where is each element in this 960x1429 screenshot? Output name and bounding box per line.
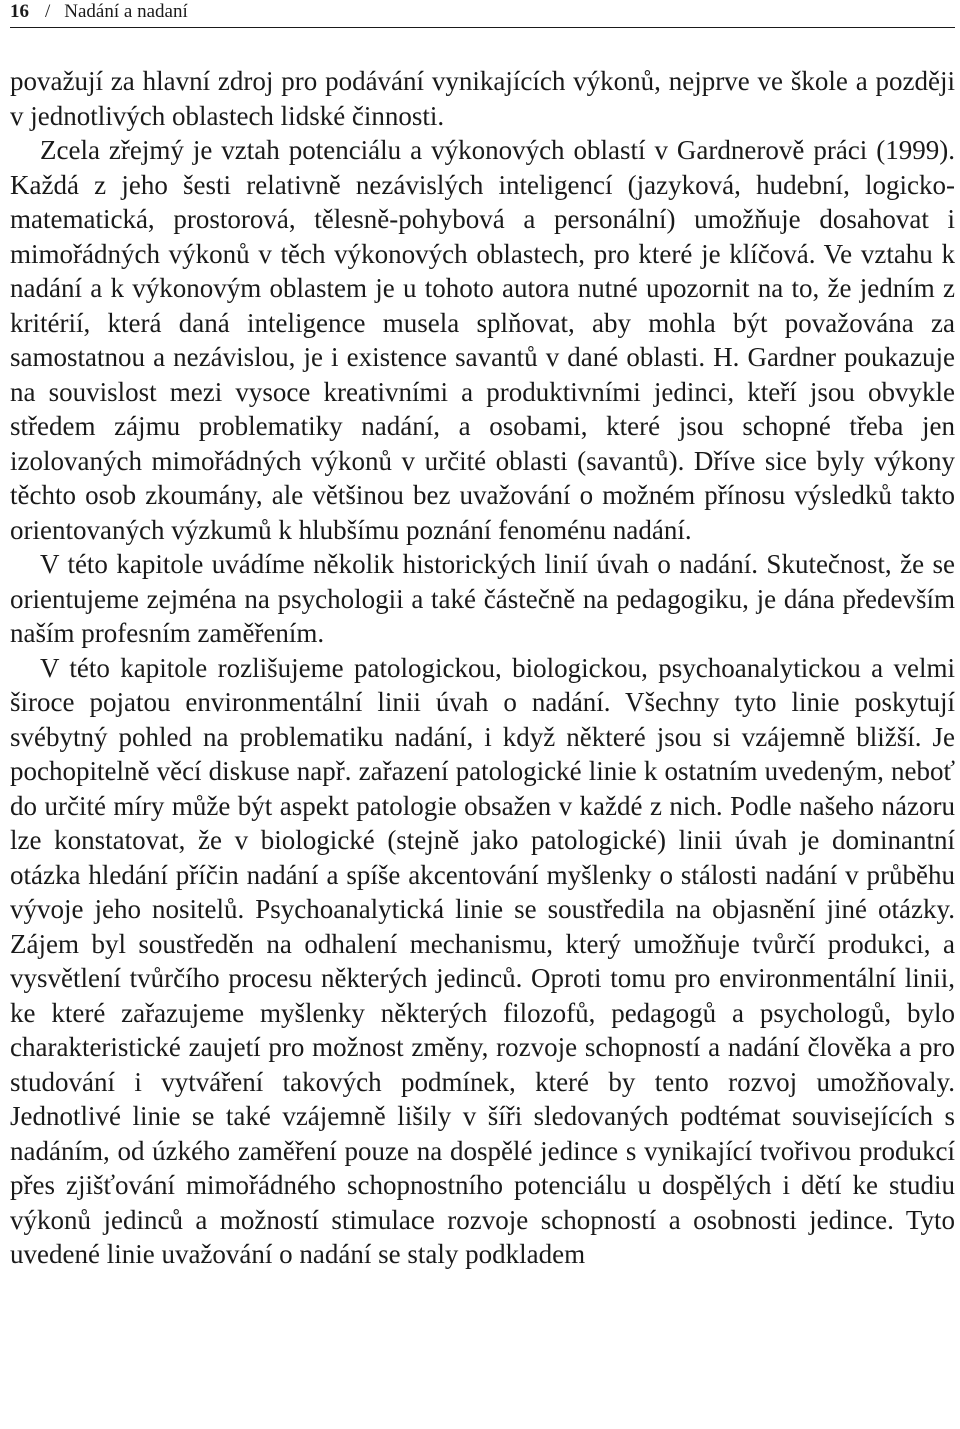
paragraph: V této kapitole rozlišujeme patologickou, biologickou, psychoanalytickou a velmi široce pojatou environmentální linii úvah o nadání. Všechny tyto linie poskytují svébytný pohled na problematiku nadání, i když některé jsou si vzájemně bližší. Je pochopitelně věcí diskuse např. zařazení patologické linie k ostatním uvedeným, neboť do určité míry může být aspekt patologie obsažen v každé z nich. Podle našeho názoru lze konstatovat, že v biologické (stejně jako patologické) linii úvah je dominantní otázka hledání příčin nadání a spíše akcentování myšlenky o stálosti nadání v průběhu vývoje jeho nositelů. Psychoanalytická linie se soustředila na objasnění jiné otázky. Zájem byl soustředěn na odhalení mechanismu, který umožňuje tvůrčí produkci, a vysvětlení tvůrčího procesu některých jedinců. Oproti tomu pro environmentální linii, ke které zařazujeme myšlenky některých filozofů, pedagogů a psychologů, bylo charakteristické zaujetí pro možnost změny, rozvoje schopností a nadání člověka a pro studování i vytváření takových podmínek, které by tento rozvoj umožňovaly. Jednotlivé linie se také vzájemně lišily v šíři sledovaných podtémat souvisejících s nadáním, od úzkého zaměření pouze na dospělé jedince s vynikající tvořivou produkcí přes zjišťování mimořádného schopnostního potenciálu u dospělých i dětí ke studiu výkonů jedinců a možností stimulace rozvoje schopností a osobnosti jedince. Tyto uvedené linie uvažování o nadání se staly podkladem <box>10 652 955 1269</box>
paragraph: Zcela zřejmý je vztah potenciálu a výkonových oblastí v Gardnerově práci (1999). Každá z jeho šesti relativně nezávislých inteligencí (jazyková, hudební, logicko-matematická, prostorová, tělesně-pohybová a personální) umožňuje dosahovat i mimořádných výkonů v těch výkonových oblastech, pro které je klíčová. Ve vztahu k nadání a k výkonovým oblastem je u tohoto autora nutné upozornit na to, že jedním z kritérií, která daná inteligence musela splňovat, aby mohla být považována za samostatnou a nezávislou, je i existence savantů v dané oblasti. H. Gardner poukazuje na souvislost mezi vysoce kreativními a produktivními jedinci, kteří jsou obvykle středem zájmu problematiky nadání, a osobami, které jsou schopné třeba jen izolovaných mimořádných výkonů v určité oblasti (savantů). Dříve sice byly výkony těchto osob zkoumány, ale většinou bez uvažování o možném přínosu výsledků takto orientovaných výzkumů k hlubšímu poznání fenoménu nadání. <box>10 135 955 545</box>
book-page <box>10 0 955 1272</box>
paragraph: považují za hlavní zdroj pro podávání vynikajících výkonů, nejprve ve škole a později v jednotlivých oblastech lidské činnosti. <box>10 66 955 131</box>
page-number: 16 <box>10 1 29 22</box>
running-head <box>10 0 955 28</box>
running-head-separator: / <box>45 1 51 22</box>
chapter-title: Nadání a nadaní <box>64 1 188 22</box>
paragraph: V této kapitole uvádíme několik historických linií úvah o nadání. Skutečnost, že se orientujeme zejména na psychologii a také částečně na pedagogiku, je dána především naším profesním zaměřením. <box>10 549 955 648</box>
body-text <box>10 64 955 1272</box>
